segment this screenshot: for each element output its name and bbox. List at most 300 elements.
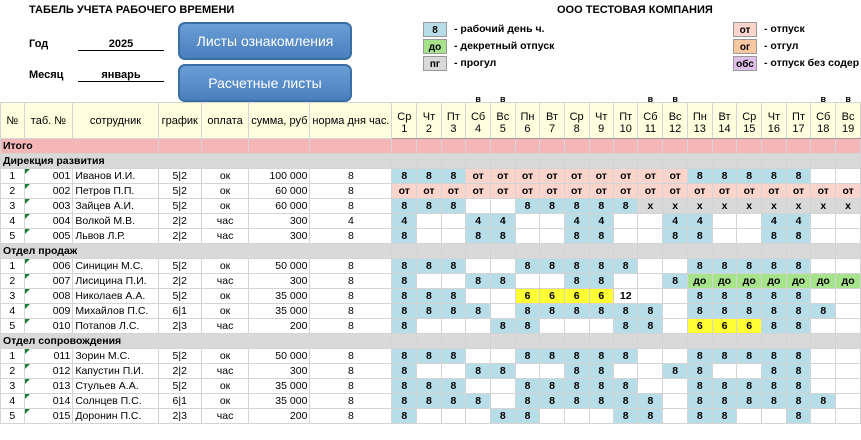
day-cell[interactable]: 8: [613, 304, 638, 319]
day-cell[interactable]: [466, 409, 491, 424]
day-cell[interactable]: 8: [687, 259, 712, 274]
day-cell[interactable]: [491, 304, 516, 319]
day-cell[interactable]: 8: [392, 364, 417, 379]
tab-number[interactable]: 013: [24, 379, 73, 394]
day-cell[interactable]: [564, 319, 589, 334]
day-cell[interactable]: 8: [392, 394, 417, 409]
day-cell[interactable]: 6: [712, 319, 737, 334]
schedule[interactable]: 2|2: [158, 274, 201, 289]
employee-name[interactable]: Лисицина П.И.: [73, 274, 158, 289]
salary-sum[interactable]: 100 000: [249, 169, 310, 184]
day-cell[interactable]: 6: [589, 289, 613, 304]
day-cell[interactable]: 8: [564, 349, 589, 364]
day-cell[interactable]: 8: [589, 379, 613, 394]
schedule[interactable]: 5|2: [158, 349, 201, 364]
schedule[interactable]: 2|3: [158, 409, 201, 424]
day-cell[interactable]: 8: [613, 199, 638, 214]
day-cell[interactable]: от: [564, 169, 589, 184]
day-cell[interactable]: 8: [564, 199, 589, 214]
employee-row[interactable]: [1, 214, 861, 229]
day-cell[interactable]: 8: [589, 229, 613, 244]
day-cell[interactable]: 8: [564, 304, 589, 319]
day-cell[interactable]: от: [540, 169, 564, 184]
day-cell[interactable]: [540, 364, 564, 379]
employee-name[interactable]: Волкой М.В.: [73, 214, 158, 229]
day-cell[interactable]: [564, 409, 589, 424]
day-cell[interactable]: 8: [687, 379, 712, 394]
day-cell[interactable]: от: [613, 184, 638, 199]
pay-type[interactable]: ок: [201, 169, 248, 184]
day-cell[interactable]: 8: [515, 349, 540, 364]
day-cell[interactable]: 8: [466, 394, 491, 409]
day-cell[interactable]: от: [687, 184, 712, 199]
day-cell[interactable]: [663, 409, 688, 424]
day-cell[interactable]: 8: [762, 229, 787, 244]
day-cell[interactable]: 8: [417, 379, 441, 394]
pay-type[interactable]: час: [201, 214, 248, 229]
pay-type[interactable]: ок: [201, 199, 248, 214]
day-cell[interactable]: до: [687, 274, 712, 289]
pay-type[interactable]: час: [201, 364, 248, 379]
month-field[interactable]: январь: [78, 69, 164, 82]
day-cell[interactable]: [441, 319, 466, 334]
tab-number[interactable]: 015: [24, 409, 73, 424]
day-cell[interactable]: 8: [589, 394, 613, 409]
day-cell[interactable]: 8: [417, 259, 441, 274]
day-cell[interactable]: 8: [441, 289, 466, 304]
day-cell[interactable]: 8: [663, 364, 688, 379]
day-cell[interactable]: 8: [589, 364, 613, 379]
day-cell[interactable]: [836, 169, 861, 184]
pay-type[interactable]: час: [201, 274, 248, 289]
day-cell[interactable]: [589, 319, 613, 334]
day-cell[interactable]: от: [392, 184, 417, 199]
day-cell[interactable]: 8: [441, 394, 466, 409]
day-cell[interactable]: от: [564, 184, 589, 199]
day-cell[interactable]: 8: [712, 394, 737, 409]
payslips-button[interactable]: Расчетные листы: [178, 64, 352, 102]
acquaint-sheets-button[interactable]: Листы ознакомления: [178, 22, 352, 60]
day-cell[interactable]: [515, 214, 540, 229]
day-cell[interactable]: 8: [589, 259, 613, 274]
day-cell[interactable]: [491, 259, 516, 274]
day-cell[interactable]: 8: [737, 169, 762, 184]
day-cell[interactable]: 8: [392, 289, 417, 304]
schedule[interactable]: 2|2: [158, 364, 201, 379]
salary-sum[interactable]: 300: [249, 274, 310, 289]
day-cell[interactable]: 4: [466, 214, 491, 229]
day-cell[interactable]: [491, 379, 516, 394]
day-cell[interactable]: 8: [712, 169, 737, 184]
day-cell[interactable]: 8: [515, 304, 540, 319]
day-cell[interactable]: 8: [786, 304, 811, 319]
day-cell[interactable]: до: [712, 274, 737, 289]
day-cell[interactable]: 8: [540, 199, 564, 214]
day-norm[interactable]: 8: [310, 379, 392, 394]
day-cell[interactable]: от: [491, 169, 516, 184]
day-cell[interactable]: [540, 229, 564, 244]
day-cell[interactable]: 8: [491, 319, 516, 334]
day-cell[interactable]: 8: [515, 319, 540, 334]
day-cell[interactable]: [441, 274, 466, 289]
pay-type[interactable]: ок: [201, 259, 248, 274]
day-cell[interactable]: 4: [786, 214, 811, 229]
day-cell[interactable]: 8: [466, 304, 491, 319]
day-cell[interactable]: от: [811, 184, 836, 199]
day-cell[interactable]: 8: [564, 394, 589, 409]
day-cell[interactable]: [712, 364, 737, 379]
day-cell[interactable]: [836, 349, 861, 364]
day-cell[interactable]: 8: [392, 349, 417, 364]
tab-number[interactable]: 002: [24, 184, 73, 199]
tab-number[interactable]: 006: [24, 259, 73, 274]
day-cell[interactable]: 4: [589, 214, 613, 229]
day-cell[interactable]: 8: [786, 409, 811, 424]
day-cell[interactable]: [491, 199, 516, 214]
employee-row[interactable]: [1, 259, 861, 274]
pay-type[interactable]: ок: [201, 304, 248, 319]
day-cell[interactable]: 8: [613, 259, 638, 274]
day-cell[interactable]: 8: [786, 259, 811, 274]
day-cell[interactable]: [638, 214, 663, 229]
day-cell[interactable]: 8: [589, 199, 613, 214]
day-cell[interactable]: 8: [663, 229, 688, 244]
day-cell[interactable]: 8: [392, 409, 417, 424]
pay-type[interactable]: ок: [201, 184, 248, 199]
day-cell[interactable]: 8: [786, 229, 811, 244]
day-cell[interactable]: [663, 394, 688, 409]
salary-sum[interactable]: 300: [249, 364, 310, 379]
tab-number[interactable]: 011: [24, 349, 73, 364]
day-norm[interactable]: 8: [310, 304, 392, 319]
day-cell[interactable]: [663, 379, 688, 394]
schedule[interactable]: 2|3: [158, 319, 201, 334]
salary-sum[interactable]: 50 000: [249, 259, 310, 274]
day-cell[interactable]: 8: [663, 274, 688, 289]
day-cell[interactable]: от: [589, 169, 613, 184]
day-cell[interactable]: 8: [515, 394, 540, 409]
day-cell[interactable]: 8: [417, 169, 441, 184]
day-cell[interactable]: [811, 364, 836, 379]
employee-row[interactable]: [1, 379, 861, 394]
day-cell[interactable]: 8: [786, 349, 811, 364]
day-norm[interactable]: 8: [310, 364, 392, 379]
day-cell[interactable]: [466, 259, 491, 274]
day-cell[interactable]: до: [737, 274, 762, 289]
day-cell[interactable]: [811, 349, 836, 364]
day-cell[interactable]: [663, 349, 688, 364]
day-cell[interactable]: [638, 364, 663, 379]
day-cell[interactable]: х: [638, 199, 663, 214]
day-cell[interactable]: 8: [417, 199, 441, 214]
day-cell[interactable]: [737, 214, 762, 229]
day-cell[interactable]: 8: [712, 289, 737, 304]
day-cell[interactable]: 8: [687, 409, 712, 424]
day-cell[interactable]: 8: [712, 259, 737, 274]
day-cell[interactable]: [836, 394, 861, 409]
day-norm[interactable]: 8: [310, 169, 392, 184]
employee-row[interactable]: [1, 409, 861, 424]
day-cell[interactable]: 8: [712, 409, 737, 424]
day-cell[interactable]: 8: [687, 394, 712, 409]
day-cell[interactable]: 8: [491, 364, 516, 379]
salary-sum[interactable]: 35 000: [249, 289, 310, 304]
day-cell[interactable]: х: [786, 199, 811, 214]
day-cell[interactable]: от: [466, 184, 491, 199]
employee-name[interactable]: Солнцев П.С.: [73, 394, 158, 409]
day-cell[interactable]: 8: [589, 304, 613, 319]
day-cell[interactable]: 8: [540, 394, 564, 409]
day-cell[interactable]: [712, 229, 737, 244]
day-cell[interactable]: 8: [638, 409, 663, 424]
day-cell[interactable]: [811, 229, 836, 244]
day-cell[interactable]: 8: [466, 364, 491, 379]
day-cell[interactable]: [638, 379, 663, 394]
day-cell[interactable]: 8: [491, 409, 516, 424]
pay-type[interactable]: ок: [201, 379, 248, 394]
day-cell[interactable]: [515, 364, 540, 379]
salary-sum[interactable]: 300: [249, 229, 310, 244]
day-cell[interactable]: от: [836, 184, 861, 199]
day-cell[interactable]: [737, 409, 762, 424]
day-cell[interactable]: х: [836, 199, 861, 214]
salary-sum[interactable]: 300: [249, 214, 310, 229]
day-cell[interactable]: [836, 409, 861, 424]
day-cell[interactable]: 8: [613, 394, 638, 409]
pay-type[interactable]: час: [201, 319, 248, 334]
employee-name[interactable]: Зайцев А.И.: [73, 199, 158, 214]
employee-name[interactable]: Иванов И.И.: [73, 169, 158, 184]
employee-name[interactable]: Доронин П.С.: [73, 409, 158, 424]
employee-row[interactable]: [1, 169, 861, 184]
day-norm[interactable]: 8: [310, 229, 392, 244]
pay-type[interactable]: ок: [201, 289, 248, 304]
day-cell[interactable]: [466, 349, 491, 364]
tab-number[interactable]: 009: [24, 304, 73, 319]
day-cell[interactable]: [417, 364, 441, 379]
day-cell[interactable]: 8: [540, 304, 564, 319]
day-norm[interactable]: 8: [310, 319, 392, 334]
day-cell[interactable]: 8: [687, 289, 712, 304]
day-norm[interactable]: 8: [310, 274, 392, 289]
day-cell[interactable]: 8: [417, 349, 441, 364]
day-cell[interactable]: 8: [737, 289, 762, 304]
pay-type[interactable]: час: [201, 409, 248, 424]
day-cell[interactable]: 8: [638, 394, 663, 409]
schedule[interactable]: 5|2: [158, 289, 201, 304]
day-cell[interactable]: 8: [786, 394, 811, 409]
day-cell[interactable]: до: [786, 274, 811, 289]
day-cell[interactable]: 8: [515, 259, 540, 274]
tab-number[interactable]: 001: [24, 169, 73, 184]
day-cell[interactable]: 8: [638, 304, 663, 319]
day-cell[interactable]: 8: [687, 304, 712, 319]
day-cell[interactable]: 8: [762, 349, 787, 364]
day-norm[interactable]: 8: [310, 199, 392, 214]
day-cell[interactable]: 8: [540, 379, 564, 394]
day-cell[interactable]: от: [613, 169, 638, 184]
day-norm[interactable]: 8: [310, 349, 392, 364]
day-cell[interactable]: х: [737, 199, 762, 214]
day-cell[interactable]: [836, 289, 861, 304]
salary-sum[interactable]: 60 000: [249, 199, 310, 214]
day-cell[interactable]: 8: [392, 169, 417, 184]
day-cell[interactable]: до: [762, 274, 787, 289]
employee-name[interactable]: Михайлов П.С.: [73, 304, 158, 319]
employee-row[interactable]: [1, 229, 861, 244]
day-cell[interactable]: 6: [687, 319, 712, 334]
employee-row[interactable]: [1, 184, 861, 199]
day-cell[interactable]: 6: [564, 289, 589, 304]
day-cell[interactable]: 8: [811, 394, 836, 409]
salary-sum[interactable]: 50 000: [249, 349, 310, 364]
day-cell[interactable]: от: [441, 184, 466, 199]
day-cell[interactable]: от: [786, 184, 811, 199]
day-cell[interactable]: 8: [589, 349, 613, 364]
day-cell[interactable]: 8: [737, 259, 762, 274]
day-cell[interactable]: [417, 214, 441, 229]
day-cell[interactable]: [441, 364, 466, 379]
employee-row[interactable]: [1, 394, 861, 409]
day-cell[interactable]: [417, 319, 441, 334]
day-cell[interactable]: 8: [737, 304, 762, 319]
day-cell[interactable]: [613, 364, 638, 379]
day-cell[interactable]: 8: [392, 259, 417, 274]
day-cell[interactable]: 8: [466, 274, 491, 289]
employee-name[interactable]: Капустин П.И.: [73, 364, 158, 379]
day-cell[interactable]: 8: [613, 319, 638, 334]
day-cell[interactable]: 8: [540, 349, 564, 364]
day-cell[interactable]: 8: [441, 379, 466, 394]
day-cell[interactable]: [540, 409, 564, 424]
day-cell[interactable]: 8: [564, 259, 589, 274]
day-cell[interactable]: х: [811, 199, 836, 214]
day-cell[interactable]: 8: [687, 229, 712, 244]
day-cell[interactable]: 8: [564, 379, 589, 394]
day-cell[interactable]: 8: [638, 319, 663, 334]
day-cell[interactable]: 6: [515, 289, 540, 304]
day-cell[interactable]: 8: [589, 274, 613, 289]
day-cell[interactable]: [638, 229, 663, 244]
day-norm[interactable]: 8: [310, 409, 392, 424]
day-norm[interactable]: 8: [310, 394, 392, 409]
day-cell[interactable]: 8: [417, 289, 441, 304]
day-cell[interactable]: 8: [515, 379, 540, 394]
day-cell[interactable]: [811, 259, 836, 274]
day-cell[interactable]: [762, 409, 787, 424]
day-cell[interactable]: [836, 319, 861, 334]
employee-name[interactable]: Львов Л.Р.: [73, 229, 158, 244]
day-cell[interactable]: [466, 289, 491, 304]
schedule[interactable]: 2|2: [158, 229, 201, 244]
day-cell[interactable]: от: [663, 184, 688, 199]
day-cell[interactable]: 4: [663, 214, 688, 229]
day-cell[interactable]: [613, 229, 638, 244]
day-cell[interactable]: [491, 394, 516, 409]
tab-number[interactable]: 005: [24, 229, 73, 244]
day-cell[interactable]: [663, 259, 688, 274]
day-cell[interactable]: 8: [515, 409, 540, 424]
day-cell[interactable]: 8: [613, 379, 638, 394]
day-norm[interactable]: 8: [310, 289, 392, 304]
day-norm[interactable]: 4: [310, 214, 392, 229]
day-cell[interactable]: 8: [613, 349, 638, 364]
day-cell[interactable]: 8: [613, 409, 638, 424]
day-cell[interactable]: [836, 379, 861, 394]
schedule[interactable]: 6|1: [158, 304, 201, 319]
day-cell[interactable]: х: [712, 199, 737, 214]
day-cell[interactable]: [613, 214, 638, 229]
tab-number[interactable]: 008: [24, 289, 73, 304]
day-cell[interactable]: 8: [786, 319, 811, 334]
day-cell[interactable]: [613, 274, 638, 289]
day-cell[interactable]: х: [663, 199, 688, 214]
day-cell[interactable]: [638, 259, 663, 274]
day-cell[interactable]: [417, 409, 441, 424]
year-field[interactable]: 2025: [78, 38, 164, 51]
schedule[interactable]: 6|1: [158, 394, 201, 409]
day-cell[interactable]: 8: [564, 364, 589, 379]
employee-name[interactable]: Синицин М.С.: [73, 259, 158, 274]
day-cell[interactable]: 8: [786, 379, 811, 394]
day-cell[interactable]: 4: [687, 214, 712, 229]
day-cell[interactable]: [466, 199, 491, 214]
day-cell[interactable]: 8: [515, 199, 540, 214]
day-cell[interactable]: 12: [613, 289, 638, 304]
day-cell[interactable]: 8: [762, 364, 787, 379]
day-cell[interactable]: [491, 349, 516, 364]
tab-number[interactable]: 010: [24, 319, 73, 334]
day-cell[interactable]: [638, 289, 663, 304]
day-cell[interactable]: 8: [441, 304, 466, 319]
day-cell[interactable]: [515, 274, 540, 289]
schedule[interactable]: 5|2: [158, 184, 201, 199]
day-cell[interactable]: 8: [466, 229, 491, 244]
schedule[interactable]: 5|2: [158, 199, 201, 214]
day-cell[interactable]: 8: [712, 379, 737, 394]
day-cell[interactable]: [811, 379, 836, 394]
day-cell[interactable]: х: [687, 199, 712, 214]
day-cell[interactable]: 4: [762, 214, 787, 229]
day-cell[interactable]: 8: [441, 349, 466, 364]
day-cell[interactable]: [540, 319, 564, 334]
day-cell[interactable]: от: [638, 169, 663, 184]
employee-name[interactable]: Петров П.П.: [73, 184, 158, 199]
day-cell[interactable]: от: [515, 184, 540, 199]
day-cell[interactable]: 8: [786, 289, 811, 304]
day-cell[interactable]: 8: [417, 394, 441, 409]
day-cell[interactable]: [663, 289, 688, 304]
day-cell[interactable]: 8: [491, 229, 516, 244]
tab-number[interactable]: 012: [24, 364, 73, 379]
day-cell[interactable]: [441, 229, 466, 244]
day-cell[interactable]: [811, 214, 836, 229]
day-cell[interactable]: [663, 319, 688, 334]
day-cell[interactable]: 8: [712, 304, 737, 319]
employee-name[interactable]: Николаев А.А.: [73, 289, 158, 304]
day-cell[interactable]: 8: [687, 169, 712, 184]
day-cell[interactable]: 4: [392, 214, 417, 229]
day-cell[interactable]: [515, 229, 540, 244]
day-cell[interactable]: 8: [762, 259, 787, 274]
pay-type[interactable]: час: [201, 229, 248, 244]
day-cell[interactable]: от: [712, 184, 737, 199]
day-cell[interactable]: 8: [762, 169, 787, 184]
salary-sum[interactable]: 35 000: [249, 379, 310, 394]
day-cell[interactable]: [441, 409, 466, 424]
tab-number[interactable]: 004: [24, 214, 73, 229]
day-cell[interactable]: [811, 289, 836, 304]
